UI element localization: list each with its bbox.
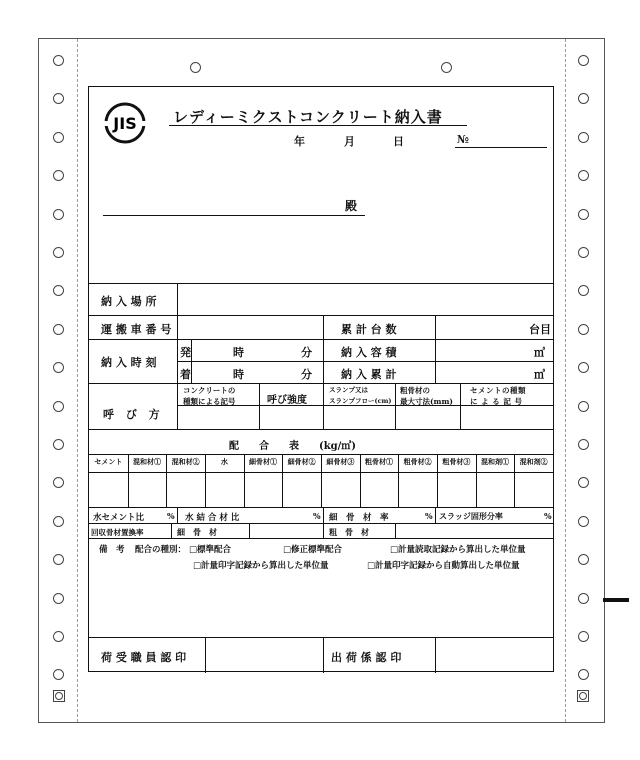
sludge-ratio-label: スラッジ固形分率 xyxy=(439,511,503,521)
recycled-fine-label: 細 骨 材 xyxy=(177,527,217,537)
mix-column-header: 粗骨材② xyxy=(403,457,432,466)
tractor-hole-right xyxy=(578,631,589,642)
cement-type-line2: に よ る 記 号 xyxy=(470,397,523,406)
concrete-type-line1: コンクリートの xyxy=(183,386,236,395)
year-label: 年 xyxy=(294,135,305,148)
mix-column-header: 混和材① xyxy=(132,457,161,466)
square-hole-left xyxy=(53,690,65,702)
mix-column-header: 粗骨材③ xyxy=(442,457,471,466)
tractor-hole-right xyxy=(578,593,589,604)
recycled-rate-label: 回収骨材置換率 xyxy=(91,528,144,537)
departure-hour: 時 xyxy=(233,346,244,359)
tractor-hole-left xyxy=(53,516,64,527)
form-title: レディーミクストコンクリート納入書 xyxy=(173,108,443,126)
wc-ratio-label: 水セメント比 xyxy=(93,513,145,523)
mix-column-header: 細骨材① xyxy=(248,457,277,466)
title-underline xyxy=(169,125,467,126)
rule xyxy=(89,538,553,539)
wc-ratio-percent: % xyxy=(167,511,175,521)
arrival-label: 着 xyxy=(180,368,191,381)
rule xyxy=(89,637,553,638)
option-auto-record[interactable]: □計量印字記録から自動算出した単位量 xyxy=(367,561,520,571)
vehicles-unit: 台目 xyxy=(529,323,551,336)
shipper-seal-label: 出 荷 係 認 印 xyxy=(331,651,402,664)
arrival-minute: 分 xyxy=(301,368,312,381)
mix-column-header: セメント xyxy=(94,457,123,466)
square-hole-right xyxy=(577,690,589,702)
rule xyxy=(177,361,553,362)
option-modified-mix[interactable]: □修正標準配合 xyxy=(283,545,343,555)
jis-logo-text: JIS xyxy=(113,114,137,133)
slump-line2: スランプフロー(cm) xyxy=(329,397,392,405)
mix-column-header: 混和剤① xyxy=(480,457,509,466)
rule xyxy=(89,339,553,340)
delivery-slip-form xyxy=(88,86,554,672)
right-perforation xyxy=(565,39,566,722)
delivery-time-label: 納 入 時 刻 xyxy=(101,356,157,369)
wb-ratio-percent: % xyxy=(313,511,321,521)
cement-type-line1: セメントの種類 xyxy=(470,386,526,395)
rule-v xyxy=(323,383,324,429)
rule xyxy=(89,523,553,524)
delivery-volume-label: 納 入 容 積 xyxy=(341,346,397,359)
mix-column-header: 混和剤② xyxy=(519,457,548,466)
rule-v xyxy=(205,637,206,673)
tractor-hole-left xyxy=(53,55,64,66)
mix-column-header: 細骨材② xyxy=(287,457,316,466)
departure-label: 発 xyxy=(180,346,191,359)
tractor-hole-left xyxy=(53,439,64,450)
rule xyxy=(89,315,553,316)
tractor-hole-left xyxy=(53,247,64,258)
rule-v xyxy=(249,523,250,538)
rule-v xyxy=(435,637,436,673)
slump-label xyxy=(329,385,392,407)
tractor-hole-right xyxy=(578,439,589,450)
number-underline xyxy=(455,147,547,148)
tractor-hole-right xyxy=(578,247,589,258)
rule-v xyxy=(177,507,178,523)
tractor-hole-left xyxy=(53,324,64,335)
tractor-hole-right xyxy=(578,209,589,220)
option-print-record[interactable]: □計量印字記録から算出した単位量 xyxy=(193,561,329,571)
mix-column-header: 水 xyxy=(220,457,228,466)
rule-v xyxy=(395,523,396,538)
sludge-ratio-percent: % xyxy=(544,511,552,521)
max-agg-line1: 粗骨材の xyxy=(400,386,430,395)
concrete-type-label xyxy=(183,385,236,407)
volume-unit: ㎥ xyxy=(534,346,545,359)
number-label: № xyxy=(457,133,469,146)
rule-v xyxy=(323,315,324,383)
wb-ratio-label: 水 結 合 材 比 xyxy=(185,513,240,523)
tractor-hole-right xyxy=(578,516,589,527)
tractor-hole-left xyxy=(53,209,64,220)
tear-marker xyxy=(603,598,629,602)
jis-logo xyxy=(104,102,146,144)
binder-hole-left xyxy=(190,62,201,73)
tractor-hole-right xyxy=(578,55,589,66)
rule-v xyxy=(191,339,192,383)
tractor-hole-right xyxy=(578,401,589,412)
tractor-hole-right xyxy=(578,132,589,143)
concrete-type-line2: 種類による記号 xyxy=(183,397,236,406)
mix-column-header: 粗骨材① xyxy=(364,457,393,466)
delivery-place-label: 納 入 場 所 xyxy=(101,295,157,308)
addressee-suffix: 殿 xyxy=(345,199,358,213)
rule-v xyxy=(460,383,461,429)
tractor-hole-right xyxy=(578,324,589,335)
remarks-label: 備 考 xyxy=(99,545,125,555)
rule-v xyxy=(259,383,260,429)
recycled-coarse-label: 粗 骨 材 xyxy=(329,527,369,537)
receiver-seal-label: 荷 受 職 員 認 印 xyxy=(101,651,187,664)
rule xyxy=(89,429,553,430)
mix-column-header: 混和材② xyxy=(171,457,200,466)
tractor-hole-left xyxy=(53,631,64,642)
addressee-underline xyxy=(103,215,365,216)
tractor-hole-left xyxy=(53,593,64,604)
remarks-mix-type: 配合の種別： xyxy=(135,545,187,555)
rule-v xyxy=(171,523,172,538)
rule-v xyxy=(435,507,436,523)
rule-v xyxy=(435,315,436,383)
tractor-hole-left xyxy=(53,132,64,143)
rule xyxy=(89,383,553,384)
day-label: 日 xyxy=(393,135,404,148)
mix-table-title: 配 合 表 (kg/㎥) xyxy=(229,441,357,452)
cement-type-label xyxy=(470,385,526,407)
cumulative-unit: ㎥ xyxy=(534,368,545,381)
arrival-hour: 時 xyxy=(233,368,244,381)
option-standard-mix[interactable]: □標準配合 xyxy=(189,545,232,555)
delivery-cumulative-label: 納 入 累 計 xyxy=(341,368,397,381)
left-perforation xyxy=(77,39,78,722)
rule-v xyxy=(177,283,178,429)
designation-label: 呼 び 方 xyxy=(103,408,164,421)
fine-agg-ratio-label: 細 骨 材 率 xyxy=(329,513,389,523)
strength-label: 呼び強度 xyxy=(267,395,307,406)
fine-agg-ratio-percent: % xyxy=(425,511,433,521)
rule xyxy=(89,283,553,284)
rule-v xyxy=(323,507,324,538)
option-read-record[interactable]: □計量読取記録から算出した単位量 xyxy=(390,545,526,555)
vehicle-number-label: 運 搬 車 番 号 xyxy=(101,323,172,336)
rule-v xyxy=(323,637,324,673)
cumulative-count-label: 累 計 台 数 xyxy=(341,323,397,336)
tractor-hole-left xyxy=(53,401,64,412)
slump-line1: スランプ又は xyxy=(329,386,368,394)
binder-hole-right xyxy=(441,62,452,73)
departure-minute: 分 xyxy=(301,346,312,359)
max-agg-line2: 最大寸法(mm) xyxy=(400,397,453,406)
mix-column-header: 細骨材③ xyxy=(326,457,355,466)
month-label: 月 xyxy=(344,135,355,148)
rule-v xyxy=(395,383,396,429)
rule xyxy=(89,507,553,508)
max-aggregate-label xyxy=(400,385,453,407)
